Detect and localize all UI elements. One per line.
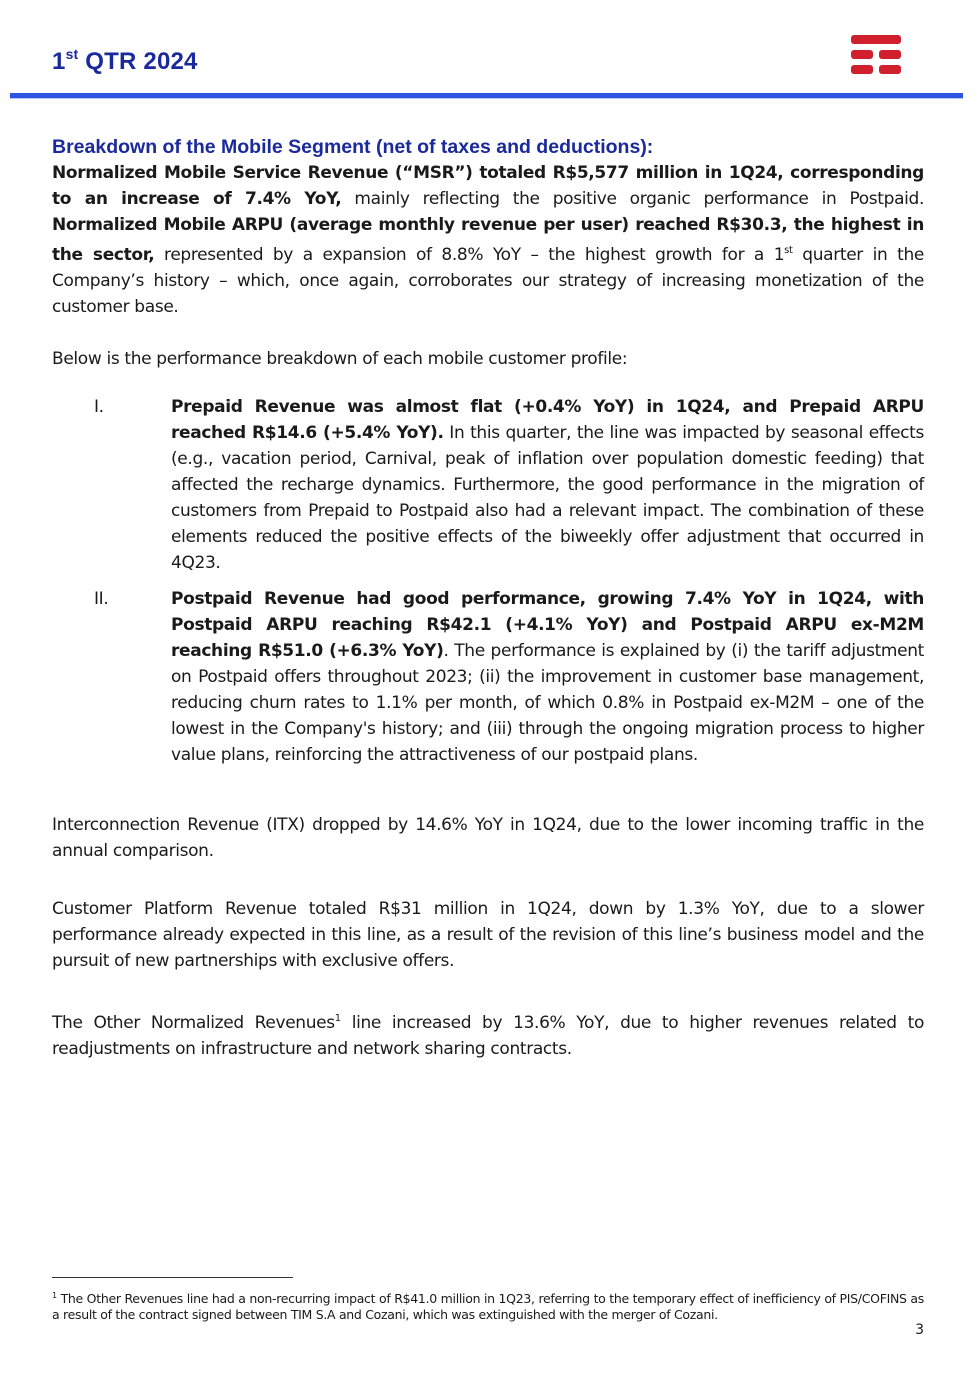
title-number: 1 xyxy=(52,48,66,75)
postpaid-bold: Postpaid Revenue had good performance, growing 7.4% YoY in 1Q24, with Postpaid ARPU reaching R$42.1 (+4.1% YoY) and Postpaid ARPU ex-M2M reaching R$51.0 (+6.3% YoY) xyxy=(171,589,924,661)
list-numeral: II. xyxy=(94,589,109,609)
msr-paragraph xyxy=(52,160,924,320)
msr-text-3: quarter in the Company’s history – which, once again, corroborates our strategy of increasing monetization of the customer base. xyxy=(52,245,925,317)
customer-profile-list xyxy=(52,394,924,768)
title-rest: QTR 2024 xyxy=(78,48,198,75)
other-revenues-paragraph xyxy=(52,1006,924,1062)
tim-logo-icon xyxy=(851,35,901,77)
footnote-text: The Other Revenues line had a non-recurring impact of R$41.0 million in 1Q23, referring to the temporary effect of inefficiency of PIS/COFINS as a result of the contract signed between TIM S.A and Cozani, which was extinguished with the merger of Cozani. xyxy=(52,1291,924,1322)
msr-text-1: mainly reflecting the positive organic performance in Postpaid. xyxy=(341,189,924,209)
list-item-text xyxy=(171,394,924,576)
list-item-prepaid xyxy=(52,394,924,576)
other-revenues-text-2: line increased by 13.6% YoY, due to higher revenues related to readjustments on infrastructure and network sharing contracts. xyxy=(52,1013,924,1059)
main-content xyxy=(52,134,924,1062)
section-title: Breakdown of the Mobile Segment (net of taxes and deductions): xyxy=(52,136,654,158)
list-item-text xyxy=(171,586,924,768)
other-revenues-text-1: The Other Normalized Revenues xyxy=(52,1013,335,1033)
page-number: 3 xyxy=(915,1322,924,1338)
footnote-ref: 1 xyxy=(334,1013,341,1024)
prepaid-bold: Prepaid Revenue was almost flat (+0.4% YoY) in 1Q24, and Prepaid ARPU reached R$14.6 (+5.4% YoY). xyxy=(171,397,924,443)
list-numeral: I. xyxy=(94,397,104,417)
footnote-divider xyxy=(52,1277,293,1278)
footnote-marker: 1 xyxy=(52,1291,57,1300)
msr-superscript: st xyxy=(784,245,793,256)
msr-bold-1: Normalized Mobile Service Revenue (“MSR”) totaled R$5,577 million in 1Q24, corresponding to an increase of 7.4% YoY, xyxy=(52,163,924,209)
itx-paragraph: Interconnection Revenue (ITX) dropped by 14.6% YoY in 1Q24, due to the lower incoming traffic in the annual comparison. xyxy=(52,815,924,861)
title-superscript: st xyxy=(65,46,79,62)
msr-bold-2: Normalized Mobile ARPU (average monthly revenue per user) reached R$30.3, the highest in the sector, xyxy=(52,215,924,265)
customer-platform-paragraph: Customer Platform Revenue totaled R$31 million in 1Q24, down by 1.3% YoY, due to a slower performance already expected in this line, as a result of the revision of this line’s business model and the pursuit of new partnerships with exclusive offers. xyxy=(52,899,924,971)
breakdown-intro: Below is the performance breakdown of each mobile customer profile: xyxy=(52,349,628,369)
page-title xyxy=(52,46,198,76)
footnote xyxy=(52,1288,924,1323)
prepaid-text: In this quarter, the line was impacted by seasonal effects (e.g., vacation period, Carnival, peak of inflation over population domestic feeding) that affected the recharge dynamics. Furthermore, the good performance in the migration of customers from Prepaid to Postpaid also had a relevant impact. The combination of these elements reduced the positive effects of the biweekly offer adjustment that occurred in 4Q23. xyxy=(171,423,924,573)
msr-text-2: represented by a expansion of 8.8% YoY – the highest growth for a 1 xyxy=(154,245,785,265)
header-divider xyxy=(10,93,963,99)
list-item-postpaid xyxy=(52,586,924,768)
postpaid-text: . The performance is explained by (i) the tariff adjustment on Postpaid offers throughout 2023; (ii) the improvement in customer base management, reducing churn rates to 1.1% per month, of which 0.8% in Postpaid ex-M2M – one of the lowest in the Company's history; and (iii) through the ongoing migration process to higher value plans, reinforcing the attractiveness of our postpaid plans. xyxy=(171,641,924,765)
